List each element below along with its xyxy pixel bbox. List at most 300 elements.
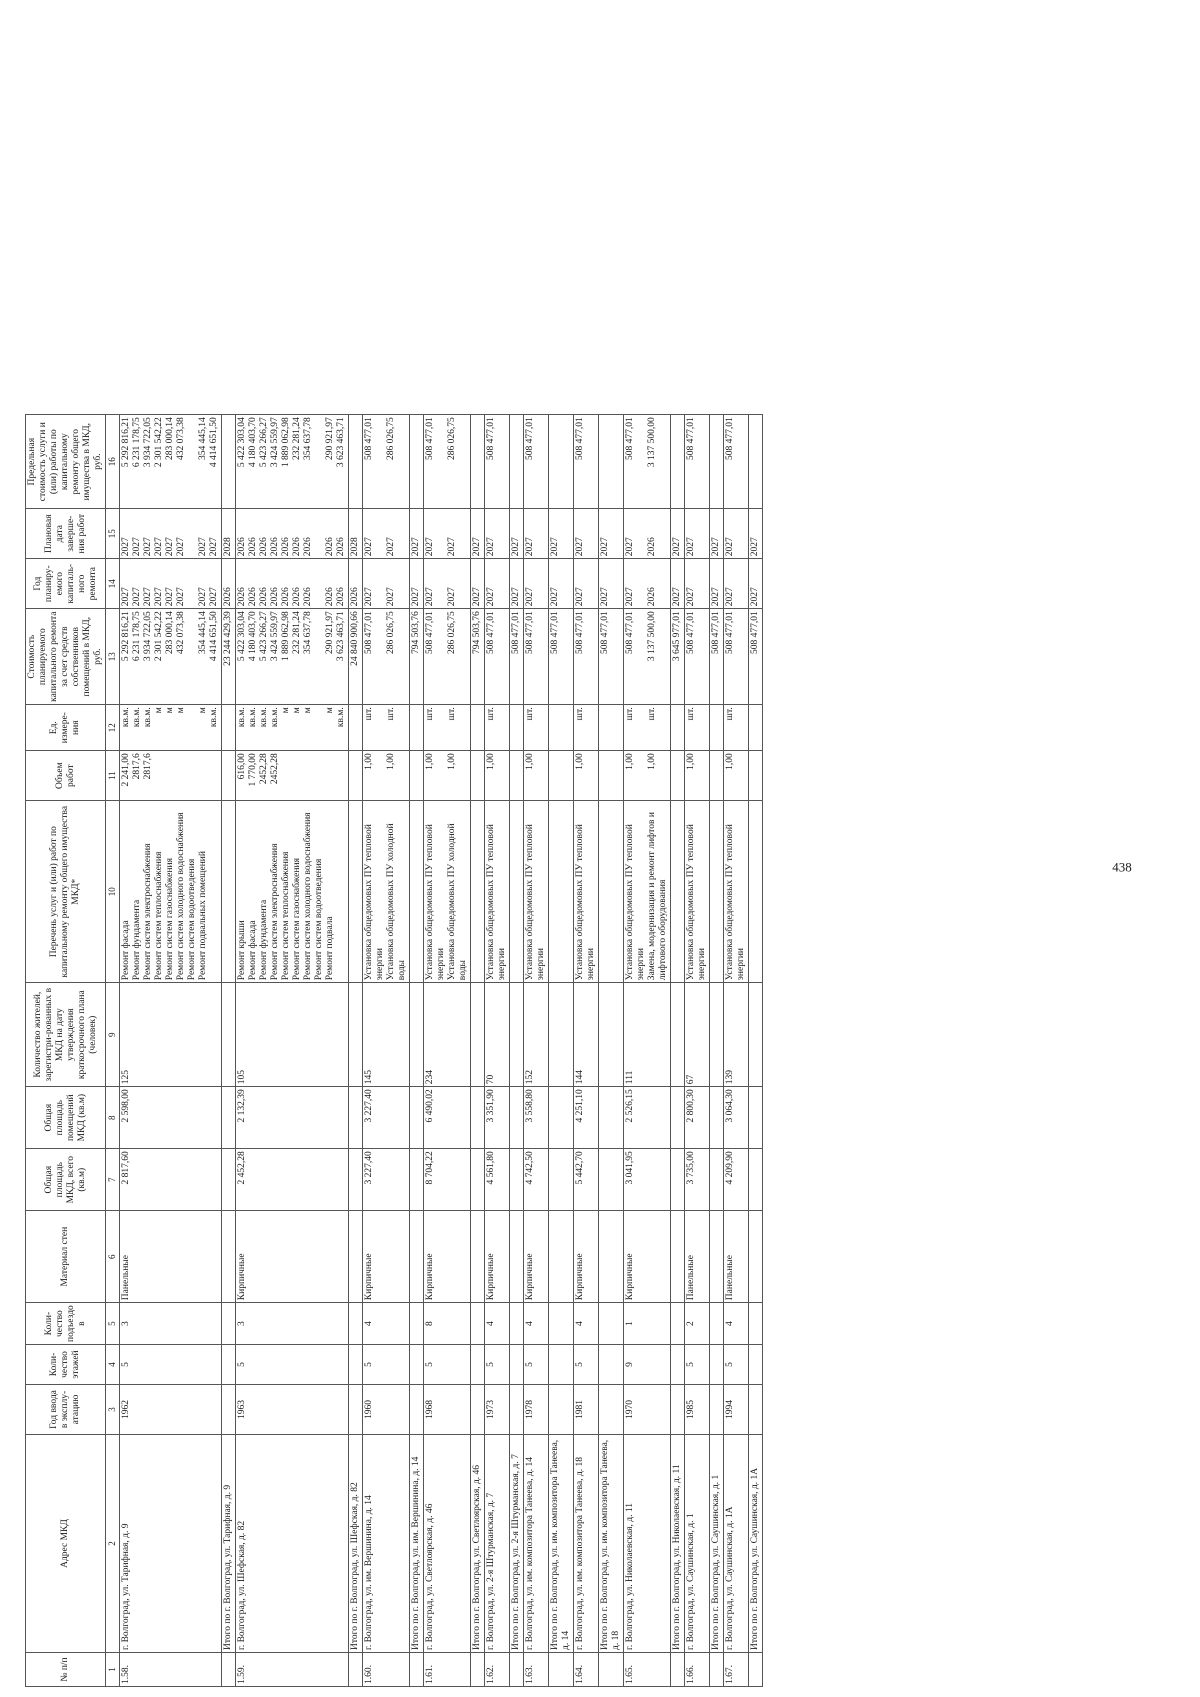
total-empty-cell [410,415,424,509]
works-cell: Установка общедомовых ПУ тепловой энергии Установка общедомовых ПУ холодной воды [363,801,410,983]
total-label-cell: Итого по г. Волгоград, ул. Шефская, д. 82 [349,1435,363,1653]
total-empty-cell [710,1149,724,1211]
area-total-cell: 4 209,90 [724,1149,749,1211]
cost-cell: 508 477,01 286 026,75 [424,609,471,705]
total-empty-cell [510,705,524,751]
header-cell: Предельная стоимость услуги и (или) работы по капитальному ремонту общего имущества в МКД, руб. [26,415,106,509]
total-row [671,415,685,1687]
cost-cell: 5 422 303,04 4 180 403,70 5 423 266,27 3 424 559,97 1 889 062,98 232 281,24 354 637,78 290 921,97 3 623 463,71 [236,609,349,705]
total-end-year-cell: 2027 [410,509,424,559]
table-row [424,415,471,1687]
total-empty-cell [599,801,624,983]
header-cell: Материал стен [26,1211,106,1303]
header-cell: Ед. измере-ния [26,705,106,751]
plan-year-cell: 2027 [724,559,749,609]
total-empty-cell [510,1211,524,1303]
total-end-year-cell: 2027 [749,509,763,559]
column-number-cell: 15 [106,509,120,559]
works-cell: Установка общедомовых ПУ тепловой энергии [524,801,549,983]
cost-cell: 508 477,01 [485,609,510,705]
floors-cell: 9 [624,1345,671,1385]
total-empty-cell [510,1345,524,1385]
total-empty-cell [471,415,485,509]
total-empty-cell [222,801,236,983]
volume-cell: 1,00 [574,751,599,801]
total-empty-cell [549,1087,574,1149]
header-cell: Адрес МКД [26,1435,106,1653]
area-total-cell: 4 561,80 [485,1149,510,1211]
volume-cell: 1,00 1,00 [424,751,471,801]
units-cell: шт. шт. [624,705,671,751]
units-cell: кв.м. кв.м. кв.м. кв.м. м м м м кв.м. [236,705,349,751]
total-plan-year-cell: 2027 [710,559,724,609]
year-cell: 1960 [363,1385,410,1435]
table-row [624,415,671,1687]
total-empty-cell [410,1087,424,1149]
volume-cell: 1,00 1,00 [624,751,671,801]
total-empty-cell [410,1211,424,1303]
total-empty-cell [549,415,574,509]
residents-cell: 111 [624,983,671,1087]
residents-cell: 152 [524,983,549,1087]
total-empty-cell [710,1211,724,1303]
limit-cell: 508 477,01 [524,415,549,509]
table-row [524,415,549,1687]
row-number: 1.64. [574,1653,599,1687]
total-plan-year-cell: 2026 [349,559,363,609]
total-empty-cell [671,983,685,1087]
end-year-cell: 2027 [574,509,599,559]
total-empty-cell [749,1149,763,1211]
area-total-cell: 3 041,95 [624,1149,671,1211]
column-number-cell: 9 [106,983,120,1087]
row-number: 1.63. [524,1653,549,1687]
header-cell: Коли-чество подъездо в [26,1303,106,1345]
residents-cell: 70 [485,983,510,1087]
total-label-cell: Итого по г. Волгоград, ул. им. композитора Танеева, д. 14 [549,1435,574,1653]
total-empty-cell [410,1385,424,1435]
header-cell: № п/п [26,1653,106,1687]
cost-cell: 5 292 816,21 6 231 178,75 3 934 722,05 2 301 542,22 283 000,14 432 073,38 354 445,14 4 414 651,50 [120,609,222,705]
residents-cell: 139 [724,983,749,1087]
year-cell: 1994 [724,1385,749,1435]
column-number-cell: 3 [106,1385,120,1435]
header-cell: Общая площадь помещений МКД (кв.м) [26,1087,106,1149]
plan-year-cell: 2026 2026 2026 2026 2026 2026 2026 2026 2026 [236,559,349,609]
total-empty-cell [349,751,363,801]
cost-cell: 508 477,01 3 137 500,00 [624,609,671,705]
total-empty-cell [349,1149,363,1211]
total-empty-cell [349,983,363,1087]
total-empty-cell [671,1345,685,1385]
total-empty-cell [549,1211,574,1303]
address-cell: г. Волгоград, ул. 2-я Штурманская, д. 7 [485,1435,510,1653]
total-empty-cell [549,1385,574,1435]
total-cost-cell: 508 477,01 [599,609,624,705]
total-empty-cell [671,415,685,509]
total-empty-cell [599,1087,624,1149]
table-row [685,415,710,1687]
total-empty-cell [599,415,624,509]
area-total-cell: 4 742,50 [524,1149,549,1211]
row-number: 1.60. [363,1653,410,1687]
total-empty-cell [222,983,236,1087]
total-empty-cell [710,1087,724,1149]
total-empty-cell [410,1345,424,1385]
year-cell: 1963 [236,1385,349,1435]
total-empty-cell [510,983,524,1087]
address-cell: г. Волгоград, ул. Саушинская, д. 1А [724,1435,749,1653]
total-empty-cell [671,1653,685,1687]
column-number-cell: 10 [106,801,120,983]
total-end-year-cell: 2027 [510,509,524,559]
total-empty-cell [671,1211,685,1303]
volume-cell: 1,00 1,00 [363,751,410,801]
area-total-cell: 2 817,60 [120,1149,222,1211]
total-empty-cell [222,415,236,509]
area-rooms-cell: 3 351,90 [485,1087,510,1149]
total-empty-cell [671,1087,685,1149]
total-empty-cell [349,1653,363,1687]
total-label-cell: Итого по г. Волгоград, ул. Саушинская, д. 1А [749,1435,763,1653]
total-empty-cell [222,705,236,751]
volume-cell: 1,00 [524,751,549,801]
table-row [363,415,410,1687]
column-number-cell: 5 [106,1303,120,1345]
residents-cell: 125 [120,983,222,1087]
total-plan-year-cell: 2027 [471,559,485,609]
end-year-cell: 2027 [485,509,510,559]
volume-cell: 1,00 [685,751,710,801]
total-empty-cell [549,705,574,751]
total-empty-cell [671,1303,685,1345]
row-number: 1.62. [485,1653,510,1687]
total-end-year-cell: 2027 [599,509,624,559]
total-empty-cell [749,1653,763,1687]
total-empty-cell [222,1653,236,1687]
area-rooms-cell: 6 490,02 [424,1087,471,1149]
area-rooms-cell: 2 800,30 [685,1087,710,1149]
cost-cell: 508 477,01 [524,609,549,705]
total-empty-cell [549,1303,574,1345]
plan-year-cell: 2027 [485,559,510,609]
floors-cell: 5 [574,1345,599,1385]
total-empty-cell [471,983,485,1087]
total-row [410,415,424,1687]
total-empty-cell [510,1653,524,1687]
volume-cell: 1,00 [485,751,510,801]
floors-cell: 5 [524,1345,549,1385]
total-empty-cell [710,415,724,509]
units-cell: шт. [685,705,710,751]
end-year-cell: 2026 2026 2026 2026 2026 2026 2026 2026 2026 [236,509,349,559]
entrances-cell: 4 [524,1303,549,1345]
table-row [574,415,599,1687]
material-cell: Кирпичные [485,1211,510,1303]
floors-cell: 5 [363,1345,410,1385]
total-empty-cell [599,1149,624,1211]
column-number-cell: 14 [106,559,120,609]
cost-cell: 508 477,01 [724,609,749,705]
cost-cell: 508 477,01 [685,609,710,705]
row-number: 1.67. [724,1653,749,1687]
total-end-year-cell: 2027 [549,509,574,559]
year-cell: 1973 [485,1385,510,1435]
floors-cell: 5 [724,1345,749,1385]
cost-cell: 508 477,01 286 026,75 [363,609,410,705]
column-number-cell: 16 [106,415,120,509]
floors-cell: 5 [236,1345,349,1385]
total-row [710,415,724,1687]
entrances-cell: 4 [485,1303,510,1345]
total-empty-cell [599,1345,624,1385]
address-cell: г. Волгоград, ул. Тарифная, д. 9 [120,1435,222,1653]
total-row [549,415,574,1687]
total-empty-cell [222,1149,236,1211]
end-year-cell: 2027 2026 [624,509,671,559]
total-empty-cell [710,1303,724,1345]
end-year-cell: 2027 [524,509,549,559]
material-cell: Кирпичные [524,1211,549,1303]
table-row [485,415,510,1687]
plan-year-cell: 2027 [685,559,710,609]
total-empty-cell [710,705,724,751]
total-plan-year-cell: 2027 [671,559,685,609]
total-empty-cell [222,1211,236,1303]
total-empty-cell [510,415,524,509]
works-cell: Установка общедомовых ПУ тепловой энергии [685,801,710,983]
material-cell: Кирпичные [236,1211,349,1303]
total-row [749,415,763,1687]
total-end-year-cell: 2027 [671,509,685,559]
volume-cell: 1,00 [724,751,749,801]
units-cell: шт. [724,705,749,751]
limit-cell: 508 477,01 [685,415,710,509]
total-empty-cell [599,1385,624,1435]
total-cost-cell: 3 645 977,01 [671,609,685,705]
header-cell: Коли-чество этажей [26,1345,106,1385]
total-empty-cell [349,1303,363,1345]
entrances-cell: 4 [724,1303,749,1345]
total-empty-cell [549,1653,574,1687]
total-empty-cell [471,1303,485,1345]
total-plan-year-cell: 2027 [549,559,574,609]
plan-year-cell: 2027 [524,559,549,609]
header-cell: Плановая дата заверше-ния работ [26,509,106,559]
entrances-cell: 4 [363,1303,410,1345]
plan-year-cell: 2027 [574,559,599,609]
total-empty-cell [222,1385,236,1435]
total-empty-cell [710,1653,724,1687]
total-empty-cell [510,801,524,983]
area-total-cell: 3 735,00 [685,1149,710,1211]
total-empty-cell [710,801,724,983]
end-year-cell: 2027 2027 [363,509,410,559]
total-end-year-cell: 2028 [349,509,363,559]
total-empty-cell [710,1385,724,1435]
year-cell: 1962 [120,1385,222,1435]
total-empty-cell [671,705,685,751]
column-number-cell: 6 [106,1211,120,1303]
floors-cell: 5 [685,1345,710,1385]
material-cell: Панельные [685,1211,710,1303]
total-empty-cell [599,751,624,801]
units-cell: шт. [574,705,599,751]
table-row [236,415,349,1687]
header-cell: Стоимость планируемого капитального ремонта за счет средств собственников помещений в МКД, руб. [26,609,106,705]
units-cell: кв.м. кв.м. кв.м. м м м м кв.м. [120,705,222,751]
total-empty-cell [510,1149,524,1211]
entrances-cell: 1 [624,1303,671,1345]
header-cell: Год ввода в эксплу-атацию [26,1385,106,1435]
total-label-cell: Итого по г. Волгоград, ул. Николаевская, д. 11 [671,1435,685,1653]
year-cell: 1985 [685,1385,710,1435]
total-empty-cell [349,1211,363,1303]
total-empty-cell [671,1149,685,1211]
total-row [471,415,485,1687]
total-empty-cell [599,1303,624,1345]
total-cost-cell: 23 244 429,39 [222,609,236,705]
total-cost-cell: 794 503,76 [471,609,485,705]
total-empty-cell [410,705,424,751]
works-cell: Установка общедомовых ПУ тепловой энергии [724,801,749,983]
units-cell: шт. [524,705,549,751]
limit-cell: 5 422 303,04 4 180 403,70 5 423 266,27 3 424 559,97 1 889 062,98 232 281,24 354 637,78 290 921,97 3 623 463,71 [236,415,349,509]
header-cell: Объем работ [26,751,106,801]
total-empty-cell [222,1303,236,1345]
total-label-cell: Итого по г. Волгоград, ул. Светлоярская, д. 46 [471,1435,485,1653]
total-empty-cell [510,1303,524,1345]
header-cell: Перечень услуг и (или) работ по капитальному ремонту общего имущества МКД* [26,801,106,983]
column-number-row [106,415,120,1687]
column-number-cell: 1 [106,1653,120,1687]
total-label-cell: Итого по г. Волгоград, ул. им. композитора Танеева, д. 18 [599,1435,624,1653]
total-cost-cell: 508 477,01 [710,609,724,705]
column-number-cell: 8 [106,1087,120,1149]
units-cell: шт. шт. [363,705,410,751]
table-header-row [26,415,106,1687]
total-cost-cell: 794 503,76 [410,609,424,705]
total-empty-cell [710,751,724,801]
total-empty-cell [749,983,763,1087]
total-empty-cell [749,1345,763,1385]
works-cell: Установка общедомовых ПУ тепловой энергии Установка общедомовых ПУ холодной воды [424,801,471,983]
total-empty-cell [222,1345,236,1385]
floors-cell: 5 [120,1345,222,1385]
total-empty-cell [749,1385,763,1435]
total-cost-cell: 508 477,01 [510,609,524,705]
total-empty-cell [410,1653,424,1687]
total-empty-cell [671,801,685,983]
total-empty-cell [710,983,724,1087]
floors-cell: 5 [424,1345,471,1385]
residents-cell: 105 [236,983,349,1087]
total-cost-cell: 508 477,01 [549,609,574,705]
entrances-cell: 4 [574,1303,599,1345]
total-empty-cell [410,751,424,801]
entrances-cell: 2 [685,1303,710,1345]
total-label-cell: Итого по г. Волгоград, ул. Тарифная, д. 9 [222,1435,236,1653]
total-row [510,415,524,1687]
total-end-year-cell: 2028 [222,509,236,559]
address-cell: г. Волгоград, ул. Николаевская, д. 11 [624,1435,671,1653]
total-empty-cell [349,801,363,983]
total-empty-cell [549,1345,574,1385]
address-cell: г. Волгоград, ул. Светлоярская, д. 46 [424,1435,471,1653]
limit-cell: 508 477,01 286 026,75 [424,415,471,509]
plan-year-cell: 2027 2027 2027 2027 2027 2027 2027 2027 [120,559,222,609]
units-cell: шт. шт. [424,705,471,751]
limit-cell: 508 477,01 [724,415,749,509]
year-cell: 1978 [524,1385,549,1435]
column-number-cell: 13 [106,609,120,705]
header-cell: Год планиру-емого капиталь-ного ремонта [26,559,106,609]
area-rooms-cell: 2 132,39 [236,1087,349,1149]
limit-cell: 508 477,01 3 137 500,00 [624,415,671,509]
volume-cell: 616,00 1 770,00 2452,28 2452,28 [236,751,349,801]
area-total-cell: 3 227,40 [363,1149,410,1211]
total-empty-cell [749,1087,763,1149]
address-cell: г. Волгоград, ул. им. композитора Танеева, д. 14 [524,1435,549,1653]
units-cell: шт. [485,705,510,751]
total-end-year-cell: 2027 [471,509,485,559]
address-cell: г. Волгоград, ул. им. композитора Танеева, д. 18 [574,1435,599,1653]
area-rooms-cell: 2 526,15 [624,1087,671,1149]
floors-cell: 5 [485,1345,510,1385]
area-rooms-cell: 2 598,00 [120,1087,222,1149]
total-empty-cell [749,705,763,751]
material-cell: Кирпичные [363,1211,410,1303]
entrances-cell: 8 [424,1303,471,1345]
residents-cell: 144 [574,983,599,1087]
total-empty-cell [471,801,485,983]
total-empty-cell [749,415,763,509]
total-empty-cell [510,1385,524,1435]
material-cell: Панельные [724,1211,749,1303]
total-empty-cell [549,801,574,983]
end-year-cell: 2027 2027 2027 2027 2027 2027 2027 2027 [120,509,222,559]
total-empty-cell [410,1149,424,1211]
column-number-cell: 2 [106,1435,120,1653]
row-number: 1.61. [424,1653,471,1687]
area-rooms-cell: 3 227,40 [363,1087,410,1149]
total-empty-cell [349,1345,363,1385]
total-cost-cell: 24 840 900,66 [349,609,363,705]
entrances-cell: 3 [120,1303,222,1345]
year-cell: 1981 [574,1385,599,1435]
header-cell: Общая площадь МКД, всего (кв.м) [26,1149,106,1211]
plan-year-cell: 2027 2027 [424,559,471,609]
total-empty-cell [349,705,363,751]
total-end-year-cell: 2027 [710,509,724,559]
total-empty-cell [599,1211,624,1303]
address-cell: г. Волгоград, ул. им. Вершинина, д. 14 [363,1435,410,1653]
address-cell: г. Волгоград, ул. Саушинская, д. 1 [685,1435,710,1653]
year-cell: 1968 [424,1385,471,1435]
total-empty-cell [599,705,624,751]
material-cell: Кирпичные [424,1211,471,1303]
end-year-cell: 2027 [724,509,749,559]
total-plan-year-cell: 2026 [222,559,236,609]
total-empty-cell [222,751,236,801]
area-rooms-cell: 3 558,80 [524,1087,549,1149]
total-empty-cell [471,1087,485,1149]
cost-cell: 508 477,01 [574,609,599,705]
total-empty-cell [349,1385,363,1435]
total-empty-cell [349,1087,363,1149]
limit-cell: 508 477,01 286 026,75 [363,415,410,509]
total-row [222,415,236,1687]
